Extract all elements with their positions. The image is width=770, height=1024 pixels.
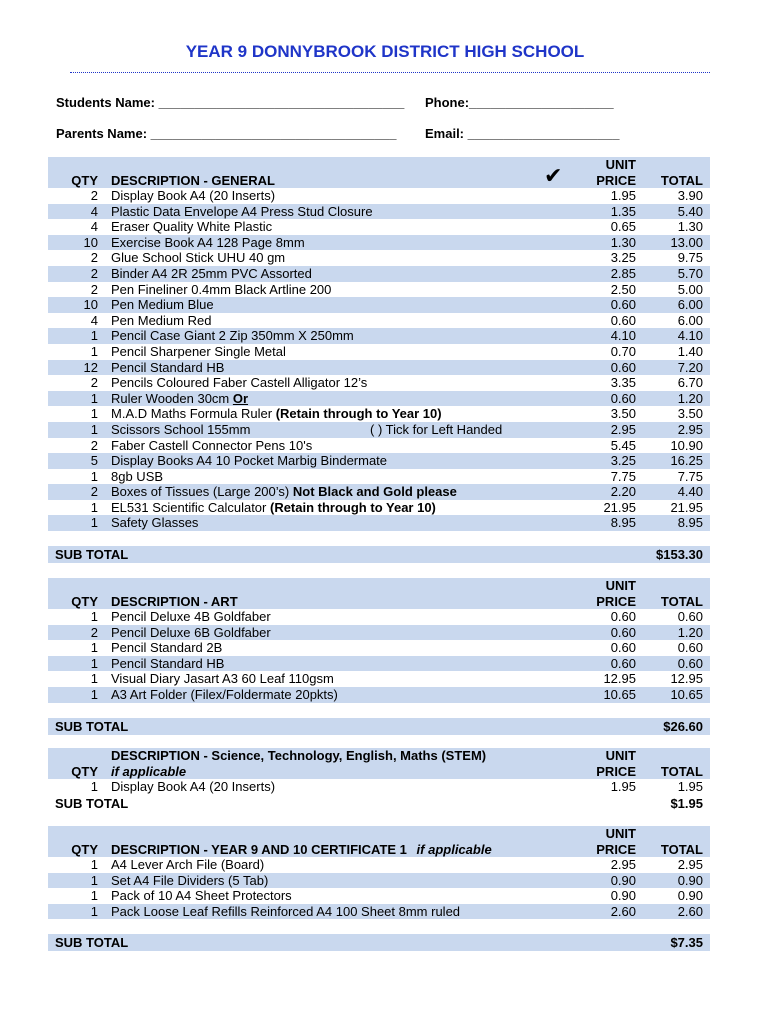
table-row: [48, 360, 710, 376]
emphasis-text: (Retain through to Year 10): [275, 406, 442, 422]
description-text: Safety Glasses: [111, 515, 199, 531]
price-header: PRICE: [596, 593, 636, 609]
description-text: DESCRIPTION - YEAR 9 AND 10 CERTIFICATE 1: [111, 841, 407, 857]
price-cell: 8.95: [610, 515, 636, 531]
page-title: YEAR 9 DONNYBROOK DISTRICT HIGH SCHOOL: [185, 42, 585, 61]
description-text: Scissors School 155mm: [111, 421, 251, 437]
general-section: [48, 157, 710, 563]
table-row: [48, 625, 710, 641]
qty-cell: 2: [90, 437, 98, 453]
qty-cell: 1: [90, 888, 98, 904]
table-row: [48, 888, 710, 904]
total-cell: 1.20: [677, 624, 703, 640]
price-cell: 1.95: [610, 779, 636, 794]
description-text: Ruler Wooden 30cm: [111, 390, 233, 406]
description-text: 8gb USB: [111, 468, 164, 484]
qty-cell: 4: [90, 219, 98, 235]
description-cell: [111, 422, 250, 438]
table-row: [48, 469, 710, 485]
general-subtotal: [48, 546, 710, 563]
price-cell: 1.35: [610, 203, 636, 219]
price-cell: 0.60: [610, 359, 636, 375]
qty-cell: 12: [83, 359, 98, 375]
emphasis-text: Or: [232, 390, 249, 406]
description-text: Pencil Deluxe 6B Goldfaber: [111, 624, 271, 640]
total-cell: 9.75: [677, 250, 703, 266]
certificate-header: [48, 826, 710, 857]
price-cell: 0.60: [610, 655, 636, 671]
total-cell: 0.90: [677, 888, 703, 904]
qty-cell: 1: [90, 779, 98, 794]
price-cell: 0.90: [610, 888, 636, 904]
table-row: [48, 391, 710, 407]
description-text: Faber Castell Connector Pens 10's: [111, 437, 313, 453]
qty-cell: 1: [90, 390, 98, 406]
table-row: [48, 671, 710, 687]
qty-cell: 1: [90, 609, 98, 624]
qty-cell: 1: [90, 857, 98, 872]
price-cell: 0.60: [610, 624, 636, 640]
price-cell: 3.25: [610, 250, 636, 266]
description-text: Glue School Stick UHU 40 gm: [111, 250, 286, 266]
table-row: [48, 873, 710, 889]
description-text: Pen Medium Red: [111, 312, 212, 328]
description-header: DESCRIPTION - Science, Technology, English, Maths (STEM): [111, 748, 487, 763]
total-cell: 21.95: [670, 499, 703, 515]
qty-cell: 10: [83, 234, 98, 250]
description-cell: [111, 515, 198, 531]
description-text: Pen Medium Blue: [111, 297, 214, 313]
total-cell: 12.95: [670, 671, 703, 687]
description-cell: [111, 204, 373, 220]
description-text: A4 Lever Arch File (Board): [111, 857, 265, 872]
description-cell: [111, 453, 387, 469]
total-cell: 5.40: [677, 203, 703, 219]
title-divider: [70, 72, 710, 73]
description-text: Eraser Quality White Plastic: [111, 219, 273, 235]
table-row: [48, 313, 710, 329]
emphasis-text: (Retain through to Year 10): [269, 499, 436, 515]
total-cell: 1.20: [677, 390, 703, 406]
subtotal-label: SUB TOTAL: [55, 935, 129, 951]
description-cell: [111, 484, 457, 500]
description-cell: [111, 266, 312, 282]
certificate-section: [48, 826, 710, 951]
description-cell: [111, 219, 272, 235]
table-row: [48, 857, 710, 873]
table-row: [48, 609, 710, 625]
total-header: TOTAL: [660, 763, 703, 779]
price-cell: 0.60: [610, 312, 636, 328]
qty-cell: 1: [90, 640, 98, 656]
description-cell: [111, 391, 248, 407]
qty-cell: 4: [90, 312, 98, 328]
total-cell: 1.95: [677, 779, 703, 794]
description-cell: [111, 360, 224, 376]
total-cell: 5.00: [677, 281, 703, 297]
total-cell: 6.00: [677, 312, 703, 328]
table-row: [48, 656, 710, 672]
qty-cell: 1: [90, 499, 98, 515]
price-cell: 2.50: [610, 281, 636, 297]
qty-cell: 2: [90, 188, 98, 203]
description-text: Boxes of Tissues (Large 200’s): [111, 484, 293, 500]
description-cell: [111, 888, 292, 904]
art-subtotal: [48, 718, 710, 735]
price-cell: 3.50: [610, 406, 636, 422]
description-text: Pencil Standard 2B: [111, 640, 223, 656]
qty-cell: 1: [90, 655, 98, 671]
description-cell: [111, 406, 442, 422]
table-row: [48, 500, 710, 516]
total-cell: 3.50: [677, 406, 703, 422]
table-row: [48, 640, 710, 656]
total-cell: 10.90: [670, 437, 703, 453]
description-text: Display Book A4 (20 Inserts): [111, 188, 276, 203]
qty-cell: 2: [90, 375, 98, 391]
total-cell: 5.70: [677, 265, 703, 281]
total-cell: 1.40: [677, 343, 703, 359]
applicable-note: if applicable: [111, 763, 187, 779]
price-cell: 4.10: [610, 328, 636, 344]
price-cell: 0.90: [610, 872, 636, 888]
price-cell: 3.25: [610, 453, 636, 469]
total-cell: 10.65: [670, 686, 703, 702]
subtotal-value: $153.30: [656, 547, 703, 563]
price-cell: 0.60: [610, 390, 636, 406]
price-cell: 0.60: [610, 609, 636, 624]
qty-cell: 2: [90, 265, 98, 281]
price-header: PRICE: [596, 172, 636, 188]
description-cell: [111, 857, 264, 873]
price-cell: 7.75: [610, 468, 636, 484]
description-cell: [111, 904, 460, 920]
total-cell: 16.25: [670, 453, 703, 469]
table-row: [48, 188, 710, 204]
qty-cell: 1: [90, 343, 98, 359]
description-cell: [111, 779, 275, 795]
qty-header: QTY: [71, 841, 98, 857]
description-cell: [111, 640, 222, 656]
qty-cell: 1: [90, 686, 98, 702]
price-cell: 1.95: [610, 188, 636, 203]
description-cell: [111, 500, 436, 516]
unit-label: UNIT: [605, 578, 636, 593]
description-cell: [111, 469, 163, 485]
certificate-subtotal: [48, 934, 710, 951]
description-cell: [111, 188, 275, 204]
emphasis-text: Not Black and Gold please: [292, 484, 457, 500]
subtotal-value: $26.60: [663, 718, 703, 734]
subtotal-label: SUB TOTAL: [55, 795, 129, 811]
stem-header: [48, 748, 710, 779]
art-section: [48, 578, 710, 735]
description-text: Pencil Standard HB: [111, 655, 225, 671]
description-text: Pencils Coloured Faber Castell Alligator 12’s: [111, 375, 368, 391]
price-cell: 0.65: [610, 219, 636, 235]
description-text: Binder A4 2R 25mm PVC Assorted: [111, 265, 312, 281]
price-cell: 5.45: [610, 437, 636, 453]
description-text: Visual Diary Jasart A3 60 Leaf 110gsm: [111, 671, 334, 687]
table-row: [48, 438, 710, 454]
subtotal-label: SUB TOTAL: [55, 718, 129, 734]
description-cell: [111, 250, 285, 266]
price-cell: 2.95: [610, 421, 636, 437]
description-header: DESCRIPTION - GENERAL: [111, 172, 275, 188]
general-header: [48, 157, 710, 188]
qty-cell: 4: [90, 203, 98, 219]
description-cell: [111, 328, 354, 344]
qty-cell: 1: [90, 671, 98, 687]
price-header: PRICE: [596, 841, 636, 857]
table-row: [48, 515, 710, 531]
student-name-field[interactable]: Students Name: __________________________________: [56, 95, 405, 110]
description-header: DESCRIPTION - ART: [111, 593, 238, 609]
description-cell: [111, 297, 214, 313]
qty-cell: 1: [90, 872, 98, 888]
qty-header: QTY: [71, 763, 98, 779]
price-cell: 12.95: [603, 671, 636, 687]
price-cell: 0.60: [610, 640, 636, 656]
qty-cell: 2: [90, 624, 98, 640]
total-cell: 13.00: [670, 234, 703, 250]
table-row: [48, 328, 710, 344]
price-cell: 2.60: [610, 903, 636, 919]
description-text: Pencil Sharpener Single Metal: [111, 343, 286, 359]
total-cell: 0.60: [677, 640, 703, 656]
qty-cell: 2: [90, 281, 98, 297]
description-text: Pack of 10 A4 Sheet Protectors: [111, 888, 292, 904]
left-handed-note: ( ) Tick for Left Handed: [370, 421, 503, 437]
description-cell: [111, 375, 367, 391]
description-text: Display Book A4 (20 Inserts): [111, 779, 276, 794]
description-cell: [111, 625, 271, 641]
total-cell: 4.10: [677, 328, 703, 344]
total-header: TOTAL: [660, 841, 703, 857]
description-text: Pack Loose Leaf Refills Reinforced A4 100 Sheet 8mm ruled: [111, 903, 461, 919]
price-cell: 0.70: [610, 343, 636, 359]
table-row: [48, 204, 710, 220]
description-text: Pencil Deluxe 4B Goldfaber: [111, 609, 271, 624]
qty-cell: 1: [90, 406, 98, 422]
subtotal-value: $7.35: [670, 935, 703, 951]
table-row: [48, 375, 710, 391]
description-text: M.A.D Maths Formula Ruler: [111, 406, 276, 422]
price-cell: 10.65: [603, 686, 636, 702]
description-text: Plastic Data Envelope A4 Press Stud Closure: [111, 203, 373, 219]
description-cell: [111, 671, 334, 687]
unit-label: UNIT: [605, 748, 636, 763]
table-row: [48, 297, 710, 313]
total-cell: 6.00: [677, 297, 703, 313]
description-text: Pencil Standard HB: [111, 359, 225, 375]
total-cell: 8.95: [677, 515, 703, 531]
total-cell: 2.95: [677, 857, 703, 872]
price-header: PRICE: [596, 763, 636, 779]
description-text: Exercise Book A4 128 Page 8mm: [111, 234, 305, 250]
phone-field[interactable]: Phone:____________________: [425, 95, 614, 110]
stem-subtotal: [48, 795, 710, 812]
total-header: TOTAL: [660, 593, 703, 609]
table-row: [48, 406, 710, 422]
qty-cell: 1: [90, 468, 98, 484]
description-text: Set A4 File Dividers (5 Tab): [111, 872, 269, 888]
price-cell: 2.95: [610, 857, 636, 872]
subtotal-label: SUB TOTAL: [55, 547, 129, 563]
qty-cell: 5: [90, 453, 98, 469]
description-text: EL531 Scientific Calculator: [111, 499, 270, 515]
total-cell: 3.90: [677, 188, 703, 203]
total-cell: 6.70: [677, 375, 703, 391]
description-text: Pencil Case Giant 2 Zip 350mm X 250mm: [111, 328, 354, 344]
table-row: [48, 422, 710, 438]
table-row: [48, 687, 710, 703]
table-row: [48, 282, 710, 298]
description-cell: [111, 873, 268, 889]
unit-label: UNIT: [605, 157, 636, 172]
qty-cell: 1: [90, 328, 98, 344]
qty-cell: 2: [90, 484, 98, 500]
total-header: TOTAL: [660, 172, 703, 188]
total-cell: 7.20: [677, 359, 703, 375]
qty-cell: 1: [90, 515, 98, 531]
email-field[interactable]: Email: _____________________: [425, 126, 620, 141]
total-cell: 2.60: [677, 903, 703, 919]
price-cell: 2.20: [610, 484, 636, 500]
description-cell: [111, 282, 331, 298]
description-text: Pen Fineliner 0.4mm Black Artline 200: [111, 281, 332, 297]
qty-cell: 1: [90, 421, 98, 437]
total-cell: 2.95: [677, 421, 703, 437]
total-cell: 4.40: [677, 484, 703, 500]
price-cell: 0.60: [610, 297, 636, 313]
table-row: [48, 484, 710, 500]
total-cell: 1.30: [677, 219, 703, 235]
description-cell: [111, 687, 338, 703]
table-row: [48, 250, 710, 266]
art-header: [48, 578, 710, 609]
total-cell: 0.60: [677, 609, 703, 624]
table-row: [48, 235, 710, 251]
description-header: [111, 842, 492, 858]
table-row: [48, 219, 710, 235]
qty-cell: 10: [83, 297, 98, 313]
price-cell: 2.85: [610, 265, 636, 281]
qty-header: QTY: [71, 593, 98, 609]
qty-cell: 2: [90, 250, 98, 266]
price-cell: 21.95: [603, 499, 636, 515]
price-cell: 1.30: [610, 234, 636, 250]
table-row: [48, 266, 710, 282]
description-text: Display Books A4 10 Pocket Marbig Bindermate: [111, 453, 388, 469]
qty-cell: 1: [90, 903, 98, 919]
description-cell: [111, 313, 211, 329]
total-cell: 0.60: [677, 655, 703, 671]
stem-section: [48, 748, 710, 812]
description-cell: [111, 438, 312, 454]
description-cell: [111, 344, 286, 360]
total-cell: 0.90: [677, 872, 703, 888]
description-cell: [111, 235, 305, 251]
unit-label: UNIT: [605, 826, 636, 841]
total-cell: 7.75: [677, 468, 703, 484]
description-cell: [111, 609, 271, 625]
applicable-note: if applicable: [416, 841, 492, 857]
table-row: [48, 453, 710, 469]
subtotal-value: $1.95: [670, 795, 703, 811]
checkmark-icon: ✔: [544, 163, 563, 188]
price-cell: 3.35: [610, 375, 636, 391]
table-row: [48, 904, 710, 920]
description-cell: [111, 656, 224, 672]
parent-name-field[interactable]: Parents Name: __________________________________: [56, 126, 397, 141]
qty-header: QTY: [71, 172, 98, 188]
table-row: [48, 779, 710, 795]
table-row: [48, 344, 710, 360]
description-text: A3 Art Folder (Filex/Foldermate 20pkts): [111, 686, 338, 702]
